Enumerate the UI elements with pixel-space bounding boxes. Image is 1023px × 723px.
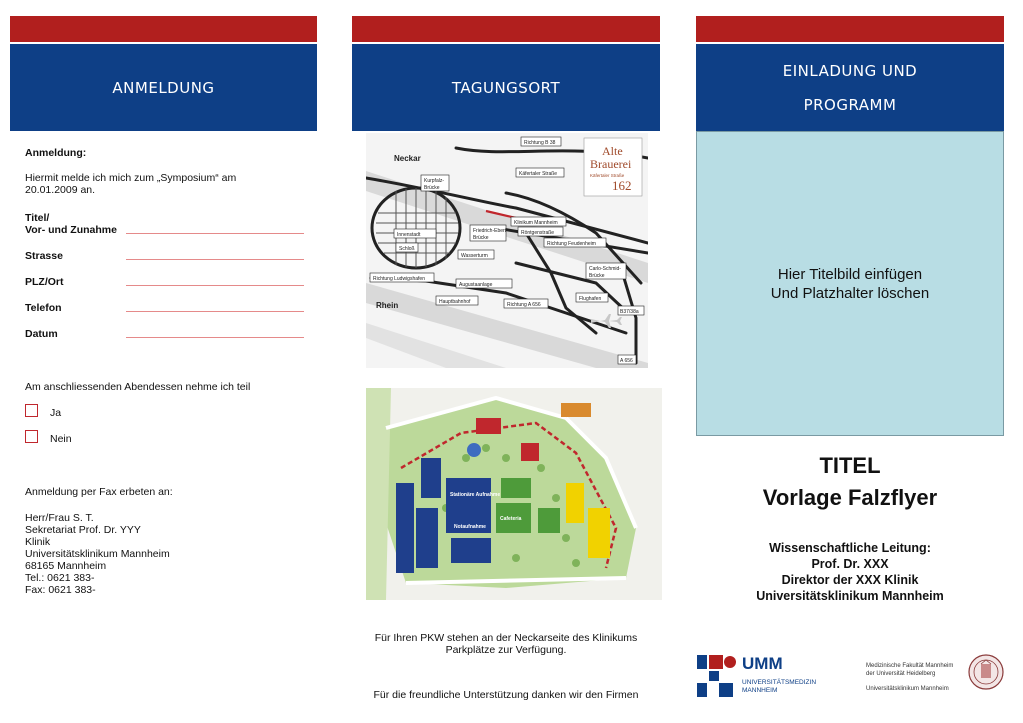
registration-intro-2: 20.01.2009 an. [25,184,96,196]
label-flughafen: Flughafen [579,296,602,302]
middle-top-bar [352,16,660,42]
middle-header-title: TAGUNGSORT [451,78,561,97]
faculty-line2: der Universität Heidelberg [866,671,936,677]
address-line-1: Herr/Frau S. T. [25,512,94,524]
umm-logo-line1: UNIVERSITÄTSMEDIZIN [742,679,817,686]
cover-photo-placeholder[interactable] [696,131,1004,436]
svg-text:Käfertaler Straße: Käfertaler Straße [590,173,625,178]
address-line-2: Sekretariat Prof. Dr. YYY [25,524,141,536]
svg-text:Brauerei: Brauerei [590,157,632,171]
title-label-2: Vor- und Zunahme [25,224,117,236]
dinner-question: Am anschliessenden Abendessen nehme ich teil [25,381,251,393]
lead-label: Wissenschaftliche Leitung: [769,541,931,555]
yes-label: Ja [50,407,62,419]
middle-column-header [352,44,660,131]
lead-role: Direktor der XXX Klinik [781,573,919,587]
campus-label-stationaere: Stationäre Aufnahme [450,492,501,498]
lead-org: Universitätsklinikum Mannheim [756,589,944,603]
thanks-caption: Für die freundliche Unterstützung danken wir den Firmen [373,689,639,701]
name-field-line[interactable] [126,233,304,234]
date-label: Datum [25,328,58,340]
photo-placeholder-line1: Hier Titelbild einfügen [777,265,923,283]
address-line-6: Tel.: 0621 383- [25,572,95,584]
date-field-line[interactable] [126,337,304,338]
label-b37: B37/38a [620,309,639,315]
address-line-4: Universitätsklinikum Mannheim [25,548,170,560]
university-seal-icon [968,654,1004,690]
parking-caption-1: Für Ihren PKW stehen an der Neckarseite des Klinikums [374,632,638,644]
address-line-5: 68165 Mannheim [25,560,107,572]
yes-checkbox[interactable] [25,404,38,417]
label-kurpfalz-2: Brücke [424,185,440,191]
right-header-line1: EINLADUNG UND [782,61,918,80]
right-header-line2: PROGRAMM [803,95,897,114]
left-top-bar [10,16,317,42]
right-column-header [696,44,1004,131]
river-label-neckar: Neckar [394,154,421,163]
umm-logo-short: UMM [742,654,783,673]
city-map [366,133,648,368]
label-kurpfalz: Kurpfalz- [424,178,445,184]
cover-subtitle: Vorlage Falzflyer [762,485,938,510]
label-feudenheim: Richtung Feudenheim [547,241,596,247]
lead-name: Prof. Dr. XXX [811,557,889,571]
campus-label-notaufnahme: Notaufnahme [454,524,486,530]
label-innenstadt: Innenstadt [397,232,421,238]
photo-placeholder-line2: Und Platzhalter löschen [770,284,930,302]
label-a656-short: A 656 [620,358,633,364]
zip-label: PLZ/Ort [25,276,64,288]
registration-intro-1: Hiermit melde ich mich zum „Symposium“ am [25,172,237,184]
umm-logo [697,655,827,697]
river-label-rhein: Rhein [376,301,399,310]
faculty-logo [866,660,1006,698]
faculty-line1: Medizinische Fakultät Mannheim [866,663,954,669]
faculty-line3: Universitätsklinikum Mannheim [866,686,949,692]
label-hbf: Hauptbahnhof [439,299,471,305]
label-richtung-b38: Richtung B 38 [524,140,556,146]
phone-field-line[interactable] [126,311,304,312]
alte-brauerei-logo [584,138,642,196]
label-a656: Richtung A 656 [507,302,541,308]
no-label: Nein [50,433,72,445]
registration-heading: Anmeldung: [25,147,87,159]
label-ludwigshafen: Richtung Ludwigshafen [373,276,425,282]
label-friedrich: Friedrich-Ebert- [473,228,508,234]
umm-logo-icon [697,655,737,697]
right-top-bar [696,16,1004,42]
fax-note: Anmeldung per Fax erbeten an: [25,486,173,498]
no-checkbox[interactable] [25,430,38,443]
address-line-7: Fax: 0621 383- [25,584,96,596]
umm-logo-line2: MANNHEIM [742,687,778,694]
label-augusta: Augustaanlage [459,282,493,288]
left-header-title: ANMELDUNG [112,78,215,97]
label-roentgen: Röntgenstraße [521,230,555,236]
street-label: Strasse [25,250,63,262]
label-carlo: Carlo-Schmid- [589,266,621,272]
label-schloss: Schloß [399,246,415,252]
phone-label: Telefon [25,302,62,314]
svg-text:162: 162 [612,178,632,193]
label-friedrich-2: Brücke [473,235,489,241]
street-field-line[interactable] [126,259,304,260]
address-line-3: Klinik [25,536,51,548]
label-carlo-2: Brücke [589,273,605,279]
zip-field-line[interactable] [126,285,304,286]
cover-title: TITEL [819,453,881,478]
label-kaefertaler: Käfertaler Straße [519,171,558,177]
left-column-header [10,44,317,131]
title-label-1: Titel/ [25,212,50,224]
parking-caption-2: Parkplätze zur Verfügung. [445,644,567,656]
svg-text:Alte: Alte [602,144,623,158]
campus-label-cafeteria: Cafeteria [500,516,522,522]
label-klinikum: Klinikum Mannheim [514,220,558,226]
campus-map [366,388,662,600]
label-wasserturm: Wasserturm [461,253,488,259]
